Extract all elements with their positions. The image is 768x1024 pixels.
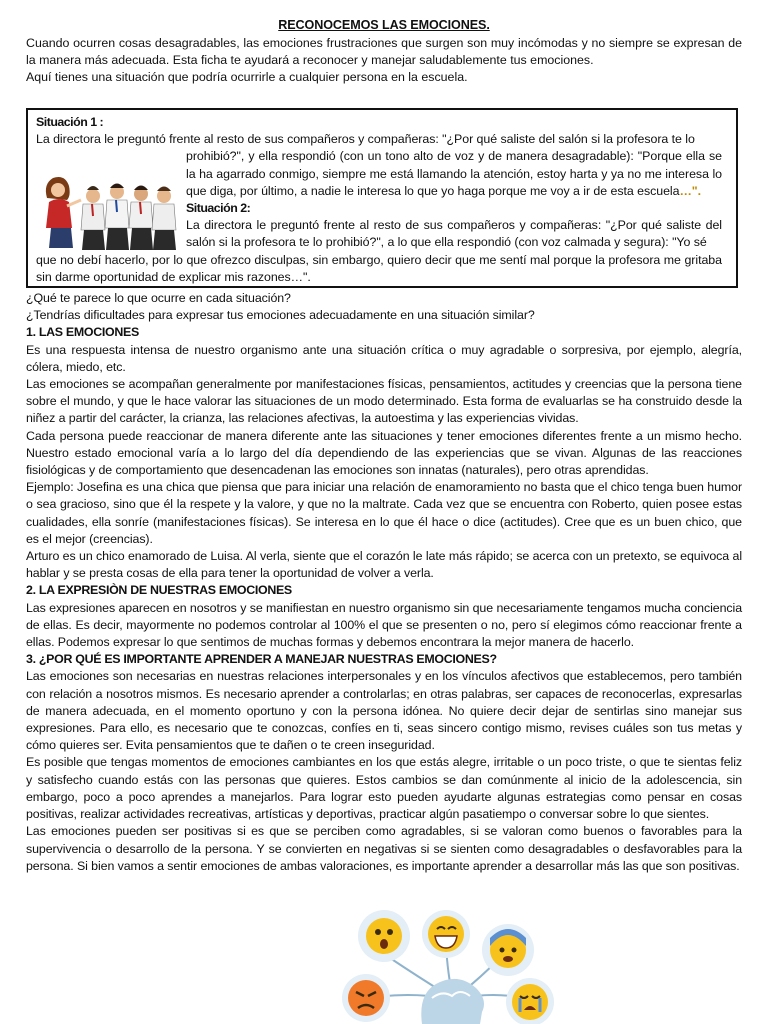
section-1-heading: 1. LAS EMOCIONES bbox=[26, 325, 139, 340]
emotions-illustration bbox=[338, 906, 562, 1024]
section-3-paragraph: Las emociones son necesarias en nuestras relaciones interpersonales y en los vínculos afectivos que establecemos, pero también con relación a nosotros mismos. Es necesario aprender a controlarlas; en otras palabras, ser capaces de reconocerlas, expresarlas de manera adecuada, en el momento oportuno y con la persona idónea. No quiere decir dejar de sentirlas sino manejar sus expresiones. Para ello, es necesario que te conozcas, confíes en ti, seas sincero contigo mismo, revises cuáles son tus metas y cómo quieres ser. Evita pensamientos que te dañen o te creen inseguridad. bbox=[26, 669, 742, 753]
question: ¿Tendrías dificultades para expresar tus emociones adecuadamente en una situación similar? bbox=[26, 308, 535, 323]
situation-1-ellipsis: …". bbox=[679, 183, 702, 198]
angry-face-icon bbox=[342, 974, 390, 1022]
situation-2-text-full: que no debí hacerlo, por lo que ofrezco disculpas, sin embargo, quiero decir que me sentí mal porque la profesora me gritaba sin darme oportunidad de explicar mis razones…". bbox=[36, 252, 722, 284]
situation-1-heading: Situación 1 : bbox=[36, 115, 104, 129]
student-group bbox=[81, 184, 176, 251]
question: ¿Qué te parece lo que ocurre en cada situación? bbox=[26, 291, 291, 305]
head-silhouette-icon bbox=[421, 979, 484, 1024]
crying-face-icon bbox=[506, 978, 554, 1024]
girl-figure bbox=[46, 177, 81, 248]
section-1-paragraph: Las emociones se acompañan generalmente por manifestaciones físicas, pensamientos, actitudes y creencias que la persona tiene sobre el mundo, y que le hace valorar las situaciones de un modo determinado. Esta forma de evaluarlas se ha construido desde la niñez a partir del carácter, la crianza, las relaciones afectivas, la autoestima y las experiencias vividas. bbox=[26, 377, 742, 426]
section-3-heading: 3. ¿POR QUÉ ES IMPORTANTE APRENDER A MANEJAR NUESTRAS EMOCIONES? bbox=[26, 652, 497, 667]
surprised-face-icon bbox=[358, 910, 410, 962]
section-1-paragraph: Arturo es un chico enamorado de Luisa. Al verla, siente que el corazón le late más rápido; se acerca con un pretexto, se equivoca al hablar y se presta cosas de ella para tener la oportunidad de volver a verla. bbox=[26, 549, 742, 581]
section-1-paragraph: Es una respuesta intensa de nuestro organismo ante una situación crítica o muy agradable o sorpresiva, por ejemplo, alegría, cólera, miedo, etc. bbox=[26, 342, 742, 374]
intro-paragraph: Aquí tienes una situación que podría ocurrirle a cualquier persona en la escuela. bbox=[26, 70, 468, 85]
intro-paragraph: Cuando ocurren cosas desagradables, las emociones frustraciones que surgen son muy incómodas y no siempre se expresan de la manera más adecuada. Esta ficha te ayudará a reconocer y manejar saludablemente tus emociones. bbox=[26, 36, 742, 68]
section-3-paragraph: Las emociones pueden ser positivas si es que se perciben como agradables, si se valoran como buenos o favorables para la supervivencia o desarrollo de la persona. Y se convierten en negativas si se sienten como desagradables o desfavorables para la persona. Si bien vamos a sentir emociones de ambas valoraciones, es importante aprender a desarrollar más las que son positivas. bbox=[26, 824, 742, 873]
section-1-paragraph: Ejemplo: Josefina es una chica que piensa que para iniciar una relación de enamoramiento no basta que el chico tenga buen humor o sea gracioso, sino que él la respete y la valore, y que no la maltrate. Cada vez que se encuentra con Roberto, quien posee estas cualidades, ella sonríe (manifestaciones físicas). Se interesa en lo que él hace o dice (actitudes). Cree que es un buen chico, que es el mejor (creencias). bbox=[26, 480, 742, 546]
section-2-paragraph: Las expresiones aparecen en nosotros y se manifiestan en nuestro organismo sin que necesariamente tengamos mucha conciencia de ellas. Es decir, mayormente no podemos controlar al 100% el que se presenten o no, pero sí elegimos cómo reaccionar frente a ellas. Podemos expresar lo que sentimos de muchas formas y debemos encontrara la mejor manera de hacerlo. bbox=[26, 600, 742, 650]
situation-2-heading: Situación 2: bbox=[186, 201, 251, 216]
section-2-heading: 2. LA EXPRESIÒN DE NUESTRAS EMOCIONES bbox=[26, 583, 292, 598]
situation-1-rest: prohibió?", y ella respondió (con un tono alto de voz y de manera desagradable): "Porque ella se la ha agarrado conmigo, siempre me está llamando la atención, estoy harta y ya no me interesa lo que diga, por último, a nadie le interesa lo que yo haga porque me voy a ir de esta escuela bbox=[186, 149, 722, 198]
intro bbox=[26, 35, 742, 87]
situation-1-line1: La directora le preguntó frente al resto de sus compañeros y compañeras: "¿Por qué saliste del salón si la profesora te lo bbox=[36, 132, 695, 147]
page-title: RECONOCEMOS LAS EMOCIONES. bbox=[278, 18, 490, 32]
grinning-face-icon bbox=[422, 910, 470, 958]
anxious-face-icon bbox=[482, 924, 534, 976]
content bbox=[26, 290, 742, 875]
section-1-paragraph: Cada persona puede reaccionar de manera diferente ante las situaciones y tener emociones diferentes frente a un mismo hecho. Nuestro estado emocional varía a lo largo del día dependiendo de las experiencias que se vivan. Algunas de las reacciones fisiológicas y de comportamiento que desencadenan las emociones son innatas (naturales), pero otras aprendidas. bbox=[26, 428, 742, 478]
section-3-paragraph: Es posible que tengas momentos de emociones cambiantes en los que estás alegre, irritable o un poco triste, o que te sientas feliz y satisfecho cuando estás con las personas que quieres. Estos cambios se dan comúnmente al inicio de la adolescencia, sin embargo, poco a poco aprendes a manejarlos. Para lograr esto pueden ayudarte algunas estrategias como pensar en cosas positivas, realizar actividades recreativas, artísticas y deportivas, practicar algún pasatiempo o conversar sobre lo que sientes. bbox=[26, 755, 742, 822]
situation-1-text bbox=[186, 148, 722, 200]
situation-2-text-indented: La directora le preguntó frente al resto de sus compañeros y compañeras: "¿Por qué saliste del salón si la profesora te lo prohibió?", a lo que ella respondió (con voz calmada y segura): "Yo sé bbox=[186, 218, 722, 250]
students-arguing-illustration bbox=[37, 158, 177, 254]
